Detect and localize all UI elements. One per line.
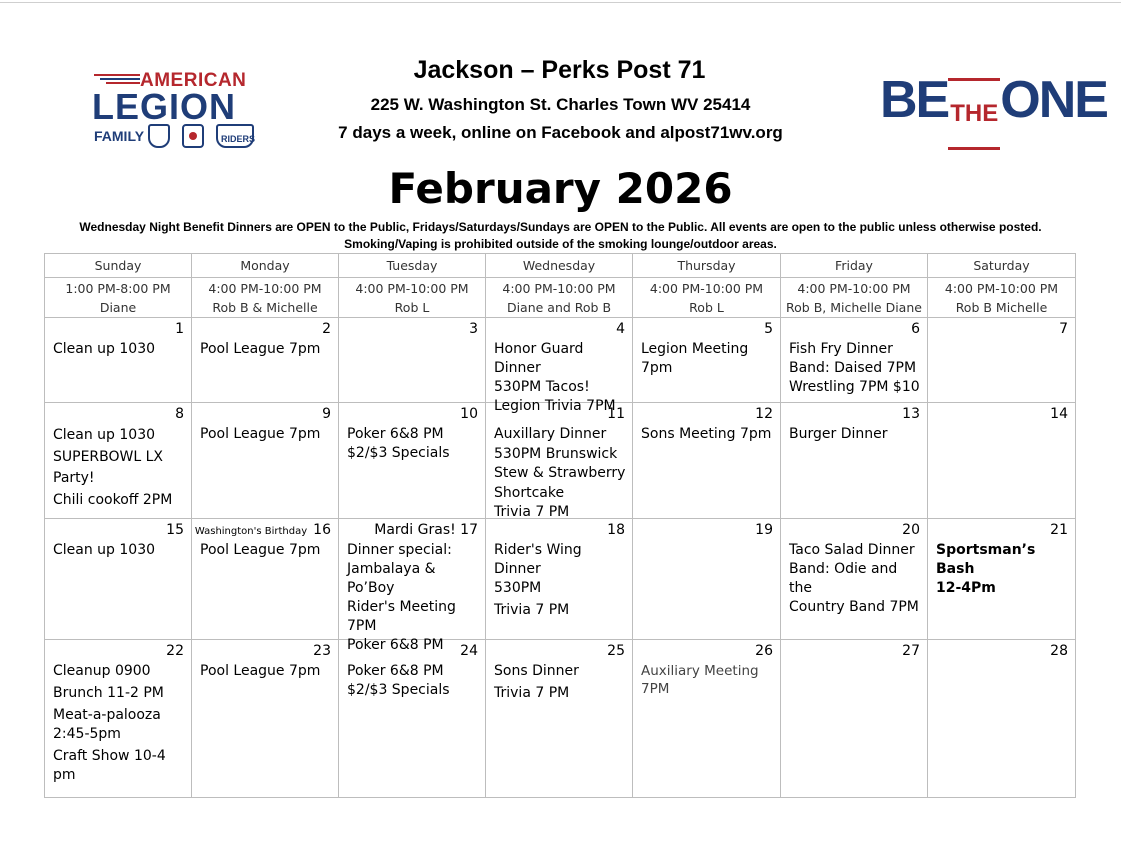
day-cell	[486, 640, 633, 798]
post-address: 225 W. Washington St. Charles Town WV 25414	[370, 95, 751, 114]
event-text: Party!	[53, 470, 95, 486]
event-text: Stew & Strawberry	[494, 465, 626, 481]
event-text: Poker 6&8 PM	[347, 637, 444, 653]
logo-word-family: FAMILY	[94, 128, 145, 144]
day-number: 7	[1059, 321, 1068, 337]
day-number-value: 16	[313, 522, 331, 538]
day-cell	[633, 403, 781, 519]
event-text: Jambalaya & Po’Boy	[347, 561, 436, 596]
week-row	[45, 519, 1076, 640]
event-text: Pool League 7pm	[200, 341, 321, 357]
day-cell	[633, 519, 781, 640]
event-text: Trivia 7 PM	[494, 602, 570, 618]
event-text: Shortcake	[494, 484, 565, 501]
top-rule	[0, 2, 1121, 3]
day-cell	[781, 318, 928, 403]
weekday-monday: Monday	[192, 254, 339, 278]
day-number-value: 17	[460, 522, 478, 538]
day-number	[374, 522, 478, 538]
day-number: 4	[616, 321, 625, 337]
week-row	[45, 318, 1076, 403]
day-number: 27	[902, 643, 920, 659]
day-number: 20	[902, 522, 920, 538]
shift-staff: Rob L	[394, 300, 430, 315]
event-text: Trivia 7 PM	[494, 685, 570, 701]
event-text: Clean up 1030	[53, 341, 156, 357]
notice-line-1: Wednesday Night Benefit Dinners are OPEN to the Public, Fridays/Saturdays/Sundays are OPEN to the Public. All events are open to the public unless otherwise posted.	[79, 220, 1042, 234]
day-number: 11	[607, 406, 625, 422]
shift-staff: Rob B Michelle	[955, 300, 1048, 315]
day-cell	[45, 318, 192, 403]
event-text: Pool League 7pm	[200, 542, 321, 558]
day-cell	[192, 318, 339, 403]
day-number: 15	[166, 522, 184, 538]
shift-time: 4:00 PM-10:00 PM	[502, 281, 616, 296]
event-text: Wrestling 7PM $10	[789, 379, 920, 395]
shift-cell	[45, 278, 192, 318]
legion-riders-emblem-icon: RIDERS	[216, 124, 254, 148]
day-cell	[339, 640, 486, 798]
day-number: 26	[755, 643, 773, 659]
logo-word-legion: LEGION	[92, 86, 237, 127]
shift-staff: Diane and Rob B	[506, 300, 612, 315]
shift-cell	[928, 278, 1076, 318]
shift-cell	[339, 278, 486, 318]
event-text: SUPERBOWL LX	[53, 448, 164, 465]
event-text: Rider's Wing Dinner	[494, 542, 582, 577]
day-number: 25	[607, 643, 625, 659]
event-text: 7PM	[347, 618, 377, 634]
day-number: 24	[460, 643, 478, 659]
event-text: Meat-a-palooza	[53, 707, 161, 723]
day-cell	[192, 640, 339, 798]
event-text: Auxillary Dinner	[494, 426, 607, 442]
day-cell	[339, 318, 486, 403]
event-text: Band: Odie and the	[789, 561, 898, 596]
day-number: 13	[902, 406, 920, 422]
logo-word-american: AMERICAN	[140, 70, 247, 91]
event-text: 530PM Brunswick	[494, 445, 618, 462]
event-text: 530PM	[494, 580, 542, 596]
event-text: Brunch 11-2 PM	[53, 685, 164, 701]
event-text: $2/$3 Specials	[347, 682, 450, 698]
event-text: Dinner special:	[347, 542, 452, 558]
notice-line-2: Smoking/Vaping is prohibited outside of the smoking lounge/outdoor areas.	[344, 237, 777, 251]
event-text: Sons Meeting 7pm	[641, 426, 772, 442]
event-text: Honor Guard Dinner	[494, 341, 584, 376]
event-text: 2:45-5pm	[53, 726, 121, 742]
event-text: Country Band 7PM	[789, 599, 919, 615]
event-text: Chili cookoff 2PM	[53, 491, 173, 508]
weekday-wednesday: Wednesday	[486, 254, 633, 278]
day-number: 9	[322, 406, 331, 422]
shift-staff: Rob B & Michelle	[212, 300, 318, 315]
weekday-header-row	[45, 254, 1076, 278]
day-number	[195, 522, 331, 538]
day-cell	[486, 403, 633, 519]
day-cell	[928, 640, 1076, 798]
day-number: 1	[175, 321, 184, 337]
shift-staff: Diane	[99, 300, 137, 315]
event-text: Fish Fry Dinner	[789, 341, 893, 357]
day-cell	[339, 403, 486, 519]
event-text: Band: Daised 7PM	[789, 360, 917, 376]
shift-cell	[781, 278, 928, 318]
shift-row	[45, 278, 1076, 318]
event-text: Pool League 7pm	[200, 426, 321, 442]
event-text: Burger Dinner	[789, 426, 888, 442]
holiday-note: Washington's Birthday	[194, 526, 308, 537]
event-text: Sons Dinner	[494, 663, 579, 679]
event-text: Clean up 1030	[53, 542, 156, 558]
weekday-sunday: Sunday	[45, 254, 192, 278]
event-text: Clean up 1030	[53, 427, 156, 443]
event-text: Taco Salad Dinner	[789, 542, 915, 558]
day-number: 6	[911, 321, 920, 337]
be-the-one-logo: BETHEONE	[880, 70, 1107, 130]
shift-cell	[486, 278, 633, 318]
day-cell	[633, 318, 781, 403]
shift-time: 4:00 PM-10:00 PM	[355, 281, 469, 296]
day-cell	[45, 640, 192, 798]
post-name: Jackson – Perks Post 71	[413, 56, 706, 84]
month-title: February 2026	[388, 164, 733, 213]
day-number: 14	[1050, 406, 1068, 422]
day-number: 2	[322, 321, 331, 337]
day-number: 21	[1050, 522, 1068, 538]
day-cell	[781, 640, 928, 798]
event-text: Trivia 7 PM	[494, 504, 570, 520]
weekday-friday: Friday	[781, 254, 928, 278]
weekday-tuesday: Tuesday	[339, 254, 486, 278]
post-hours: 7 days a week, online on Facebook and alpost71wv.org	[338, 123, 783, 142]
day-cell	[928, 519, 1076, 640]
shift-time: 4:00 PM-10:00 PM	[797, 281, 911, 296]
shift-staff: Rob B, Michelle Diane	[786, 300, 922, 315]
week-row	[45, 403, 1076, 519]
shift-time: 1:00 PM-8:00 PM	[65, 281, 171, 296]
shift-time: 4:00 PM-10:00 PM	[944, 281, 1059, 296]
day-number: 12	[755, 406, 773, 422]
event-text: 530PM Tacos!	[494, 379, 590, 395]
event-text: Rider's Meeting	[347, 599, 456, 615]
shift-cell	[633, 278, 781, 318]
day-cell	[928, 403, 1076, 519]
event-text: Legion Trivia 7PM	[494, 398, 616, 414]
calendar-grid	[44, 253, 1076, 798]
day-cell	[192, 519, 339, 640]
day-number: 18	[607, 522, 625, 538]
week-row	[45, 640, 1076, 798]
holiday-note: Mardi Gras!	[374, 522, 456, 538]
day-cell	[486, 519, 633, 640]
event-text: 12-4Pm	[936, 580, 996, 596]
event-text: 7PM	[641, 681, 670, 697]
day-number: 22	[166, 643, 184, 659]
day-number: 3	[469, 321, 478, 337]
day-number: 10	[460, 406, 478, 422]
day-cell	[45, 403, 192, 519]
event-text: Poker 6&8 PM	[347, 426, 444, 442]
day-cell	[781, 403, 928, 519]
day-number: 28	[1050, 643, 1068, 659]
event-text: Pool League 7pm	[200, 663, 321, 679]
shift-cell	[192, 278, 339, 318]
day-cell	[633, 640, 781, 798]
weekday-saturday: Saturday	[928, 254, 1076, 278]
event-text: Cleanup 0900	[53, 663, 151, 679]
day-number: 23	[313, 643, 331, 659]
day-number: 5	[764, 321, 773, 337]
day-cell	[45, 519, 192, 640]
event-text: Poker 6&8 PM	[347, 663, 444, 679]
event-text: Craft Show 10-4 pm	[53, 748, 166, 783]
event-text: $2/$3 Specials	[347, 445, 450, 461]
day-number: 8	[175, 406, 184, 422]
event-text: Auxiliary Meeting	[641, 663, 759, 679]
event-text: Sportsman’s Bash	[936, 542, 1036, 577]
weekday-thursday: Thursday	[633, 254, 781, 278]
shift-staff: Rob L	[689, 300, 724, 315]
shift-time: 4:00 PM-10:00 PM	[208, 281, 322, 296]
day-cell	[781, 519, 928, 640]
public-notice	[0, 219, 1121, 253]
event-text: Legion Meeting 7pm	[641, 341, 749, 376]
shift-time: 4:00 PM-10:00 PM	[649, 281, 764, 296]
day-cell	[192, 403, 339, 519]
day-number: 19	[755, 522, 773, 538]
day-cell	[928, 318, 1076, 403]
